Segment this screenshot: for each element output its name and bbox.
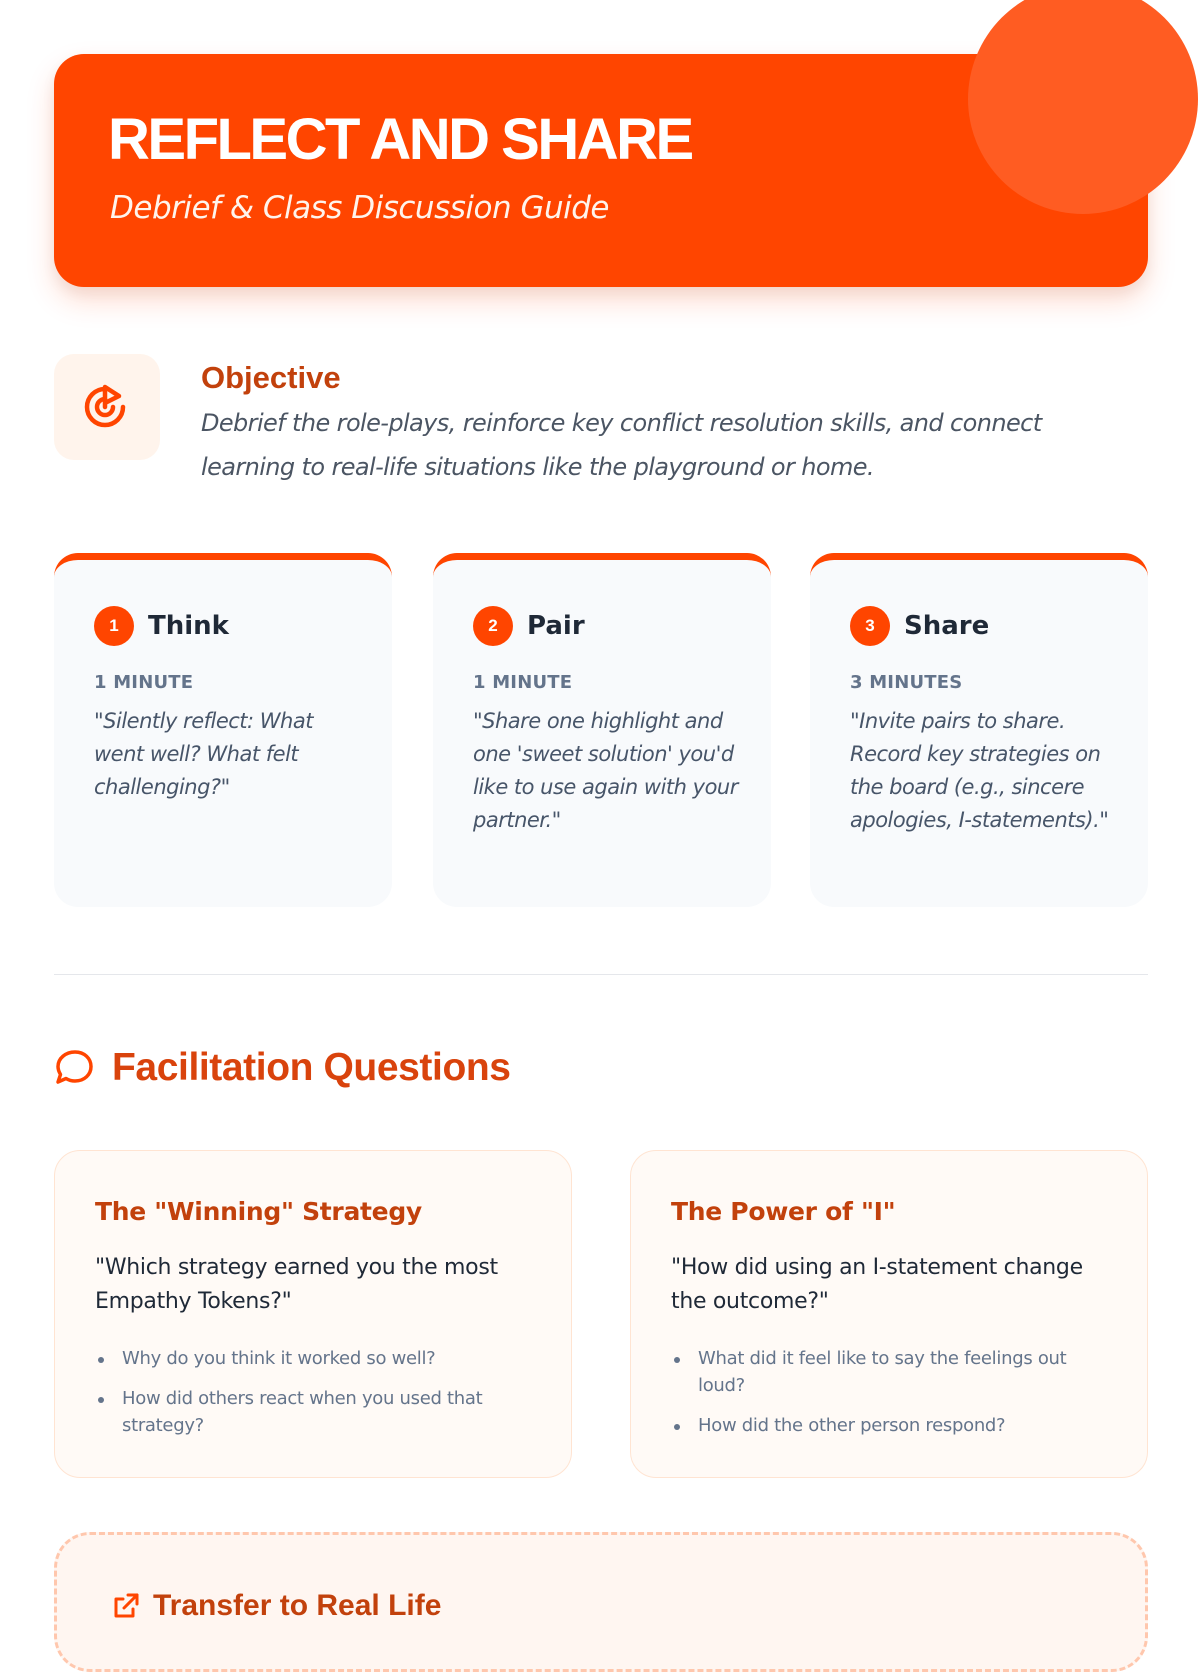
page-title: REFLECT AND SHARE — [108, 107, 692, 172]
external-link-icon — [111, 1591, 141, 1621]
step-number-badge: 2 — [473, 606, 513, 646]
step-header — [473, 606, 585, 646]
step-duration: 1 MINUTE — [473, 672, 573, 693]
section-divider — [54, 974, 1148, 975]
question-text: "Which strategy earned you the most Empathy Tokens?" — [95, 1255, 498, 1314]
step-title: Think — [148, 611, 229, 641]
step-card-pair — [433, 553, 771, 907]
step-number-badge: 3 — [850, 606, 890, 646]
decorative-circle — [968, 0, 1198, 214]
followup-list — [671, 1345, 1111, 1452]
question-card-power-of-i — [630, 1150, 1148, 1478]
step-quote: "Invite pairs to share. Record key strategies on the board (e.g., sincere apologies, I-statements)." — [850, 709, 1109, 832]
step-card-think — [54, 553, 392, 907]
transfer-section — [54, 1532, 1148, 1672]
question-card-winning-strategy — [54, 1150, 572, 1478]
step-duration: 1 MINUTE — [94, 672, 194, 693]
followup-item: How did the other person respond? — [671, 1412, 1111, 1439]
followup-list — [95, 1345, 535, 1452]
page-subtitle: Debrief & Class Discussion Guide — [110, 190, 609, 226]
question-text: "How did using an I-statement change the outcome?" — [671, 1255, 1083, 1314]
step-header — [850, 606, 989, 646]
step-title: Pair — [527, 611, 585, 641]
speech-bubble-icon — [54, 1048, 94, 1088]
followup-item: What did it feel like to say the feelings out loud? — [671, 1345, 1111, 1399]
step-quote: "Share one highlight and one 'sweet solution' you'd like to use again with your partner." — [473, 709, 738, 832]
transfer-header — [111, 1589, 441, 1623]
objective-text: Debrief the role-plays, reinforce key conflict resolution skills, and connect learning to real-life situations like the playground or home. — [201, 409, 1042, 481]
question-card-title: The Power of "I" — [671, 1197, 896, 1226]
target-icon — [81, 381, 133, 433]
header-banner — [54, 54, 1148, 287]
step-card-share — [810, 553, 1148, 907]
facilitation-title: Facilitation Questions — [112, 1046, 511, 1089]
transfer-title: Transfer to Real Life — [153, 1589, 442, 1622]
followup-item: Why do you think it worked so well? — [95, 1345, 535, 1372]
objective-title: Objective — [201, 360, 341, 395]
step-header — [94, 606, 229, 646]
step-number-badge: 1 — [94, 606, 134, 646]
followup-item: How did others react when you used that strategy? — [95, 1385, 535, 1439]
facilitation-header — [54, 1046, 511, 1090]
step-title: Share — [904, 611, 990, 641]
step-quote: "Silently reflect: What went well? What felt challenging?" — [94, 709, 313, 799]
question-card-title: The "Winning" Strategy — [95, 1197, 422, 1226]
objective-icon-box — [54, 354, 160, 460]
step-duration: 3 MINUTES — [850, 672, 963, 693]
